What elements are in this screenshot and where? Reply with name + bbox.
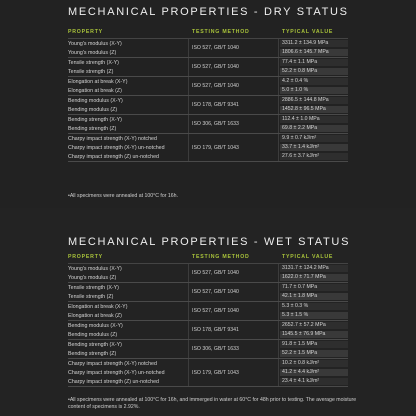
testing-method: ISO 178, GB/T 9341 xyxy=(192,327,239,333)
property-group xyxy=(68,39,348,58)
typical-value: 91.8 ± 1.5 MPa xyxy=(280,341,348,348)
property-name: Charpy impact strength (Z) un-notched xyxy=(68,378,159,385)
testing-method: ISO 527, GB/T 1040 xyxy=(192,270,239,276)
property-name: Bending modulus (X-Y) xyxy=(68,97,123,104)
header-property: PROPERTY xyxy=(68,254,103,260)
property-name: Elongation at break (Z) xyxy=(68,312,122,319)
property-name: Bending strength (X-Y) xyxy=(68,341,122,348)
typical-value: 10.2 ± 0.8 kJ/m² xyxy=(280,360,348,367)
typical-value: 52.2 ± 1.5 MPa xyxy=(280,350,348,357)
property-group xyxy=(68,77,348,96)
property-name: Young's modulus (X-Y) xyxy=(68,265,122,272)
wet-properties-table xyxy=(68,254,348,387)
typical-value: 4.2 ± 0.4 % xyxy=(280,78,348,85)
typical-value: 1145.5 ± 76.9 MPa xyxy=(280,331,348,338)
table-row xyxy=(68,377,348,386)
typical-value: 71.7 ± 0.7 MPa xyxy=(280,284,348,291)
property-name: Charpy impact strength (X-Y) un-notched xyxy=(68,369,165,376)
property-group xyxy=(68,321,348,340)
typical-value: 23.4 ± 4.1 kJ/m² xyxy=(280,378,348,385)
header-typical-value: TYPICAL VALUE xyxy=(282,254,334,260)
property-group xyxy=(68,283,348,302)
property-name: Bending modulus (X-Y) xyxy=(68,322,123,329)
dry-section-title: MECHANICAL PROPERTIES - DRY STATUS xyxy=(68,6,349,18)
testing-method: ISO 306, GB/T 1633 xyxy=(192,121,239,127)
testing-method: ISO 179, GB/T 1043 xyxy=(192,369,239,376)
testing-method: ISO 178, GB/T 9341 xyxy=(192,102,239,108)
typical-value: 2652.7 ± 57.2 MPa xyxy=(280,322,348,329)
property-name: Young's modulus (X-Y) xyxy=(68,40,122,47)
typical-value: 69.8 ± 2.2 MPa xyxy=(280,125,348,132)
property-name: Bending modulus (Z) xyxy=(68,331,118,338)
typical-value: 41.2 ± 4.4 kJ/m² xyxy=(280,369,348,376)
table-row xyxy=(68,359,348,368)
header-testing-method: TESTING METHOD xyxy=(192,29,250,35)
typical-value: 1452.8 ± 96.5 MPa xyxy=(280,106,348,113)
wet-status-section xyxy=(0,208,416,416)
property-group xyxy=(68,264,348,283)
dry-properties-table xyxy=(68,29,348,162)
property-group xyxy=(68,302,348,321)
testing-method: ISO 179, GB/T 1043 xyxy=(192,144,239,151)
table-header xyxy=(68,254,348,264)
property-group xyxy=(68,359,348,387)
typical-value: 33.7 ± 1.4 kJ/m² xyxy=(280,144,348,151)
property-name: Elongation at break (X-Y) xyxy=(68,303,128,310)
typical-value: 1806.6 ± 145.7 MPa xyxy=(280,49,348,56)
property-group xyxy=(68,115,348,134)
property-name: Young's modulus (Z) xyxy=(68,274,117,281)
typical-value: 3131.7 ± 124.2 MPa xyxy=(280,265,348,272)
header-typical-value: TYPICAL VALUE xyxy=(282,29,334,35)
property-name: Bending modulus (Z) xyxy=(68,106,118,113)
property-name: Tensile strength (X-Y) xyxy=(68,284,119,291)
wet-section-title: MECHANICAL PROPERTIES - WET STATUS xyxy=(68,236,351,248)
property-name: Charpy impact strength (X-Y) notched xyxy=(68,360,157,367)
property-name: Tensile strength (X-Y) xyxy=(68,59,119,66)
property-name: Tensile strength (Z) xyxy=(68,68,114,75)
header-testing-method: TESTING METHOD xyxy=(192,254,250,260)
property-name: Elongation at break (Z) xyxy=(68,87,122,94)
property-name: Charpy impact strength (X-Y) notched xyxy=(68,135,157,142)
typical-value: 5.3 ± 0.3 % xyxy=(280,303,348,310)
wet-footnote: •All specimens were annealed at 100°C for 16h, and immerged in water at 60°C for 48h prior to testing. The average moisture content of specimens is 2.92%. xyxy=(68,397,357,410)
table-row xyxy=(68,152,348,161)
typical-value: 77.4 ± 1.1 MPa xyxy=(280,59,348,66)
header-property: PROPERTY xyxy=(68,29,103,35)
property-name: Elongation at break (X-Y) xyxy=(68,78,128,85)
typical-value: 1622.0 ± 71.7 MPa xyxy=(280,274,348,281)
property-group xyxy=(68,58,348,77)
testing-method: ISO 306, GB/T 1633 xyxy=(192,346,239,352)
property-name: Charpy impact strength (Z) un-notched xyxy=(68,153,159,160)
typical-value: 3311.2 ± 134.9 MPa xyxy=(280,40,348,47)
typical-value: 9.9 ± 0.7 kJ/m² xyxy=(280,135,348,142)
property-group xyxy=(68,340,348,359)
testing-method: ISO 527, GB/T 1040 xyxy=(192,83,239,89)
table-header xyxy=(68,29,348,39)
dry-footnote: •All specimens were annealed at 100°C for 16h. xyxy=(68,193,179,199)
testing-method: ISO 527, GB/T 1040 xyxy=(192,45,239,51)
testing-method: ISO 527, GB/T 1040 xyxy=(192,289,239,295)
typical-value: 5.3 ± 1.5 % xyxy=(280,312,348,319)
property-name: Tensile strength (Z) xyxy=(68,293,114,300)
typical-value: 52.2 ± 0.8 MPa xyxy=(280,68,348,75)
property-name: Charpy impact strength (X-Y) un-notched xyxy=(68,144,165,151)
typical-value: 5.0 ± 1.0 % xyxy=(280,87,348,94)
property-group xyxy=(68,134,348,162)
typical-value: 112.4 ± 1.0 MPa xyxy=(280,116,348,123)
testing-method: ISO 527, GB/T 1040 xyxy=(192,64,239,70)
property-name: Bending strength (Z) xyxy=(68,350,117,357)
testing-method: ISO 527, GB/T 1040 xyxy=(192,308,239,314)
property-group xyxy=(68,96,348,115)
property-name: Young's modulus (Z) xyxy=(68,49,117,56)
typical-value: 2886.5 ± 144.8 MPa xyxy=(280,97,348,104)
typical-value: 42.1 ± 1.8 MPa xyxy=(280,293,348,300)
table-row xyxy=(68,134,348,143)
typical-value: 27.6 ± 3.7 kJ/m² xyxy=(280,153,348,160)
property-name: Bending strength (X-Y) xyxy=(68,116,122,123)
property-name: Bending strength (Z) xyxy=(68,125,117,132)
